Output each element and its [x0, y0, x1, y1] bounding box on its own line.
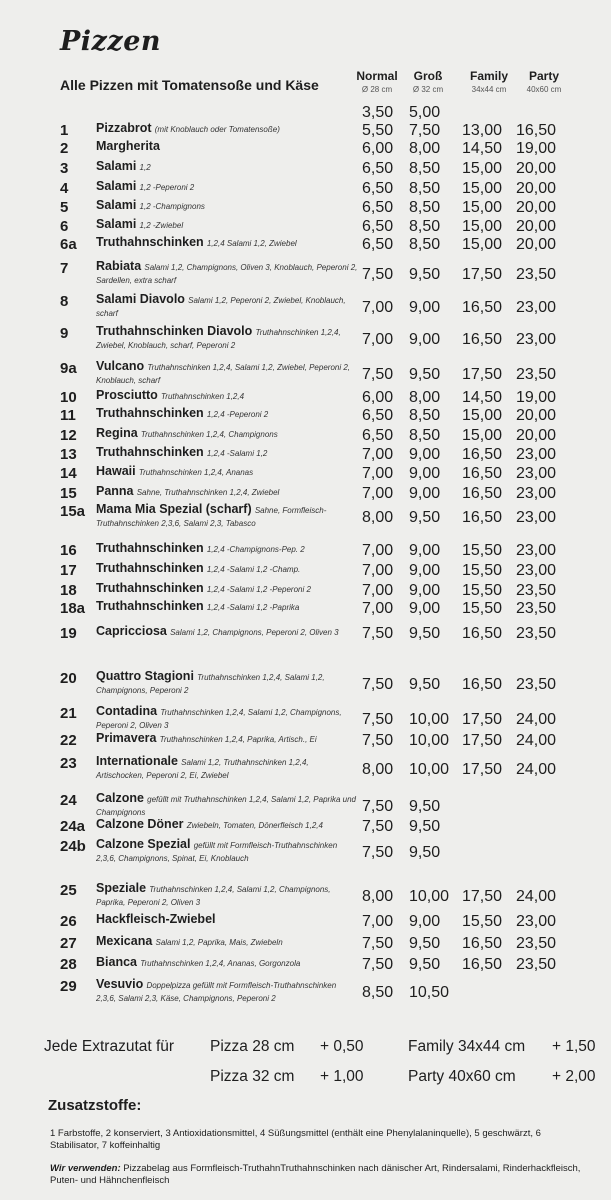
item-name: Salami: [96, 217, 137, 231]
price-gross: 9,50: [409, 676, 441, 693]
price-normal: 7,50: [362, 956, 394, 973]
price-party: 24,00: [516, 732, 557, 749]
item-ingredients: Truthahnschinken 1,2,4, Paprika, Artisch., Ei: [159, 735, 317, 744]
item-description: [96, 913, 358, 927]
price-family: 13,00: [462, 122, 503, 139]
price-normal: 7,00: [362, 582, 394, 599]
item-description: [96, 582, 358, 596]
price-normal: 7,00: [362, 331, 394, 348]
price-normal: 6,50: [362, 180, 394, 197]
price-party: 19,00: [516, 140, 557, 157]
price-party: 23,50: [516, 266, 557, 283]
item-number: 14: [60, 465, 77, 482]
item-ingredients: Truthahnschinken 1,2,4, Champignons: [140, 430, 278, 439]
item-description: [96, 199, 358, 213]
price-party: 23,00: [516, 509, 557, 526]
price-gross: 8,00: [409, 389, 441, 406]
price-normal: 7,50: [362, 844, 394, 861]
price-normal: 7,50: [362, 732, 394, 749]
price-family: 16,50: [462, 465, 503, 482]
item-ingredients: 1,2,4 -Salami 1,2 -Paprika: [206, 603, 300, 612]
extras-p28-label: Pizza 28 cm: [210, 1038, 295, 1055]
price-party: 23,00: [516, 331, 557, 348]
item-ingredients: Truthahnschinken 1,2,4, Salami 1,2, Champignons, Peperoni 2, Oliven 3: [96, 708, 342, 730]
price-gross: 9,00: [409, 465, 441, 482]
item-description: [96, 600, 358, 614]
item-description: [96, 446, 358, 460]
price-gross: 8,50: [409, 218, 441, 235]
item-number: 16: [60, 542, 77, 559]
price-gross: 8,50: [409, 427, 441, 444]
price-gross: 9,00: [409, 299, 441, 316]
item-number: 22: [60, 732, 77, 749]
price-family: 16,50: [462, 299, 503, 316]
extras-p32-label: Pizza 32 cm: [210, 1068, 295, 1085]
price-gross: 9,00: [409, 562, 441, 579]
price-normal: 7,00: [362, 485, 394, 502]
item-number: 23: [60, 755, 77, 772]
item-number: 18a: [60, 600, 86, 617]
item-name: Panna: [96, 484, 134, 498]
item-name: Margherita: [96, 139, 160, 153]
price-gross: 10,00: [409, 888, 450, 905]
item-number: 9: [60, 325, 69, 342]
item-description: [96, 882, 358, 909]
item-description: [96, 935, 358, 949]
price-normal: 7,50: [362, 676, 394, 693]
item-number: 10: [60, 389, 77, 406]
zusatz-text: 1 Farbstoffe, 2 konserviert, 3 Antioxidationsmittel, 4 Süßungsmittel (enthält eine Phenylalaninquelle), 5 geschwärzt, 6 Stabilisator, 7 koffeinhaltig: [50, 1128, 541, 1151]
item-ingredients: Truthahnschinken 1,2,4, Ananas: [138, 468, 254, 477]
price-family: 17,50: [462, 732, 503, 749]
item-description: [96, 465, 358, 479]
price-party: 19,00: [516, 389, 557, 406]
price-party: 23,50: [516, 676, 557, 693]
item-number: 13: [60, 446, 77, 463]
item-number: 5: [60, 199, 69, 216]
price-gross: 9,00: [409, 485, 441, 502]
price-gross: 9,00: [409, 582, 441, 599]
pre-price-gross: 5,00: [409, 104, 441, 121]
price-gross: 10,00: [409, 711, 450, 728]
item-name: Salami: [96, 198, 137, 212]
price-party: 23,00: [516, 542, 557, 559]
item-number: 15: [60, 485, 77, 502]
item-description: [96, 792, 358, 819]
item-description: [96, 542, 358, 556]
price-party: 20,00: [516, 407, 557, 424]
item-name: Truthahnschinken: [96, 581, 204, 595]
price-normal: 6,50: [362, 218, 394, 235]
price-normal: 7,50: [362, 366, 394, 383]
item-ingredients: Salami 1,2, Truthahnschinken 1,2,4, Artischocken, Peperoni 2, Ei, Zwiebel: [96, 758, 309, 780]
item-ingredients: Salami 1,2, Champignons, Peperoni 2, Oliven 3: [170, 628, 339, 637]
item-number: 28: [60, 956, 77, 973]
item-name: Regina: [96, 426, 138, 440]
item-name: Truthahnschinken: [96, 599, 204, 613]
price-family: 15,50: [462, 600, 503, 617]
item-name: Quattro Stagioni: [96, 669, 194, 683]
item-name: Salami: [96, 179, 137, 193]
price-gross: 9,00: [409, 446, 441, 463]
item-ingredients: (mit Knoblauch oder Tomatensoße): [154, 125, 280, 134]
item-name: Contadina: [96, 704, 158, 718]
price-party: 20,00: [516, 160, 557, 177]
item-name: Prosciutto: [96, 388, 158, 402]
item-number: 19: [60, 625, 77, 642]
item-ingredients: Doppelpizza gefüllt mit Formfleisch-Truthahnschinken 2,3,6, Salami 2,3, Käse, Champignons, Peperoni 2: [96, 981, 337, 1003]
item-number: 24: [60, 792, 77, 809]
item-description: [96, 818, 358, 832]
price-party: 23,50: [516, 600, 557, 617]
price-party: 24,00: [516, 888, 557, 905]
price-normal: 7,50: [362, 711, 394, 728]
price-normal: 7,50: [362, 935, 394, 952]
item-description: [96, 978, 358, 1005]
price-family: 16,50: [462, 625, 503, 642]
price-gross: 8,50: [409, 236, 441, 253]
item-ingredients: 1,2,4 -Salami 1,2: [206, 449, 268, 458]
price-normal: 5,50: [362, 122, 394, 139]
price-normal: 6,50: [362, 427, 394, 444]
price-family: 16,50: [462, 509, 503, 526]
price-normal: 8,00: [362, 888, 394, 905]
item-name: Truthahnschinken: [96, 235, 204, 249]
price-family: 15,00: [462, 180, 503, 197]
price-party: 23,00: [516, 913, 557, 930]
price-gross: 8,50: [409, 180, 441, 197]
item-ingredients: Truthahnschinken 1,2,4, Salami 1,2, Champignons, Peperoni 2: [96, 673, 325, 695]
price-party: 23,50: [516, 366, 557, 383]
price-party: 23,00: [516, 485, 557, 502]
item-ingredients: 1,2 -Peperoni 2: [139, 183, 195, 192]
item-ingredients: Sahne, Truthahnschinken 1,2,4, Zwiebel: [136, 488, 280, 497]
item-name: Calzone Spezial: [96, 837, 191, 851]
price-normal: 6,50: [362, 236, 394, 253]
price-normal: 6,50: [362, 407, 394, 424]
price-party: 24,00: [516, 761, 557, 778]
item-ingredients: Salami 1,2, Champignons, Oliven 3, Knoblauch, Peperoni 2, Sardellen, extra scharf: [96, 263, 358, 285]
price-family: 16,50: [462, 446, 503, 463]
item-number: 17: [60, 562, 77, 579]
item-ingredients: Zwiebeln, Tomaten, Dönerfleisch 1,2,4: [186, 821, 323, 830]
item-description: [96, 407, 358, 421]
price-family: 16,50: [462, 331, 503, 348]
price-party: 23,00: [516, 299, 557, 316]
item-number: 29: [60, 978, 77, 995]
page-title: Pizzen: [60, 26, 162, 57]
extras-party-label: Party 40x60 cm: [408, 1068, 516, 1085]
item-number: 24a: [60, 818, 86, 835]
price-gross: 10,50: [409, 984, 450, 1001]
item-ingredients: 1,2 -Champignons: [139, 202, 205, 211]
item-description: [96, 360, 358, 387]
price-gross: 9,00: [409, 600, 441, 617]
item-name: Vulcano: [96, 359, 145, 373]
item-description: [96, 838, 358, 865]
item-ingredients: Salami 1,2, Paprika, Mais, Zwiebeln: [155, 938, 283, 947]
item-ingredients: Truthahnschinken 1,2,4, Salami 1,2, Zwiebel, Peperoni 2, Knoblauch, scharf: [96, 363, 351, 385]
price-family: 17,50: [462, 266, 503, 283]
item-ingredients: 1,2,4 -Champignons-Pep. 2: [206, 545, 305, 554]
item-name: Truthahnschinken: [96, 406, 204, 420]
verwenden-text: Pizzabelag aus Formfleisch-TruthahnTruthahnschinken nach dänischer Art, Rindersalami, Rinderhackfleisch, Puten- und Hähnchenfleisch: [50, 1163, 581, 1186]
item-number: 6: [60, 218, 69, 235]
price-normal: 6,00: [362, 140, 394, 157]
price-family: 15,50: [462, 582, 503, 599]
price-party: 24,00: [516, 711, 557, 728]
price-gross: 9,00: [409, 913, 441, 930]
price-family: 17,50: [462, 761, 503, 778]
item-description: [96, 625, 358, 639]
item-ingredients: Truthahnschinken 1,2,4, Zwiebel, Knoblauch, scharf, Peperoni 2: [96, 328, 341, 350]
price-gross: 9,50: [409, 935, 441, 952]
price-normal: 8,00: [362, 761, 394, 778]
item-name: Bianca: [96, 955, 137, 969]
item-ingredients: gefüllt mit Truthahnschinken 1,2,4, Salami 1,2, Paprika und Champignons: [96, 795, 356, 817]
price-family: 15,50: [462, 542, 503, 559]
item-name: Speziale: [96, 881, 147, 895]
item-description: [96, 325, 358, 352]
price-gross: 9,50: [409, 844, 441, 861]
price-party: 20,00: [516, 218, 557, 235]
column-party: Party 40x60 cm: [526, 69, 562, 94]
item-number: 11: [60, 407, 76, 424]
item-description: [96, 956, 358, 970]
price-gross: 9,50: [409, 956, 441, 973]
price-family: 15,50: [462, 562, 503, 579]
item-number: 7: [60, 260, 69, 277]
price-normal: 7,00: [362, 562, 394, 579]
item-description: [96, 705, 358, 732]
column-family: Family 34x44 cm: [469, 69, 508, 94]
item-ingredients: gefüllt mit Formfleisch-Truthahnschinken 2,3,6, Champignons, Spinat, Ei, Knoblauch: [96, 841, 338, 863]
price-normal: 7,50: [362, 818, 394, 835]
item-number: 3: [60, 160, 69, 177]
price-normal: 6,50: [362, 199, 394, 216]
price-gross: 9,50: [409, 509, 441, 526]
item-number: 18: [60, 582, 77, 599]
item-number: 27: [60, 935, 77, 952]
subtitle: Alle Pizzen mit Tomatensoße und Käse: [60, 77, 319, 93]
item-number: 8: [60, 293, 69, 310]
item-description: [96, 293, 358, 320]
item-ingredients: 1,2,4 -Salami 1,2 -Peperoni 2: [206, 585, 311, 594]
item-number: 6a: [60, 236, 77, 253]
item-name: Pizzabrot: [96, 121, 152, 135]
price-gross: 9,50: [409, 798, 441, 815]
price-normal: 8,50: [362, 984, 394, 1001]
item-number: 26: [60, 913, 77, 930]
zusatz-title: Zusatzstoffe:: [48, 1097, 142, 1114]
extras-p32-price: + 1,00: [320, 1068, 364, 1085]
item-description: [96, 236, 358, 250]
item-ingredients: Truthahnschinken 1,2,4: [161, 392, 245, 401]
price-party: 23,50: [516, 956, 557, 973]
item-ingredients: 1,2,4 Salami 1,2, Zwiebel: [206, 239, 297, 248]
price-gross: 9,50: [409, 818, 441, 835]
item-name: Rabiata: [96, 259, 142, 273]
price-normal: 7,00: [362, 299, 394, 316]
price-gross: 8,50: [409, 199, 441, 216]
item-name: Hawaii: [96, 464, 136, 478]
price-gross: 9,00: [409, 331, 441, 348]
price-normal: 7,50: [362, 266, 394, 283]
item-ingredients: Salami 1,2, Peperoni 2, Zwiebel, Knoblauch, scharf: [96, 296, 346, 318]
price-gross: 8,50: [409, 160, 441, 177]
item-name: Truthahnschinken: [96, 541, 204, 555]
item-description: [96, 427, 358, 441]
item-name: Truthahnschinken: [96, 561, 204, 575]
extras-family-price: + 1,50: [552, 1038, 596, 1055]
item-description: [96, 122, 358, 136]
item-number: 1: [60, 122, 69, 139]
price-normal: 7,00: [362, 542, 394, 559]
item-description: [96, 670, 358, 697]
item-description: [96, 218, 358, 232]
item-name: Primavera: [96, 731, 157, 745]
item-description: [96, 732, 358, 746]
item-number: 21: [60, 705, 77, 722]
price-gross: 9,50: [409, 366, 441, 383]
price-family: 17,50: [462, 888, 503, 905]
item-ingredients: Truthahnschinken 1,2,4, Ananas, Gorgonzola: [140, 959, 301, 968]
verwenden-note: [50, 1163, 595, 1187]
item-name: Mexicana: [96, 934, 153, 948]
item-name: Calzone: [96, 791, 144, 805]
price-gross: 7,50: [409, 122, 441, 139]
item-ingredients: Sahne, Formfleisch-Truthahnschinken 2,3,6, Salami 2,3, Tabasco: [96, 506, 327, 528]
item-ingredients: 1,2 -Zwiebel: [139, 221, 184, 230]
extras-p28-price: + 0,50: [320, 1038, 364, 1055]
price-normal: 7,00: [362, 913, 394, 930]
item-description: [96, 140, 358, 154]
price-party: 20,00: [516, 180, 557, 197]
price-normal: 7,00: [362, 600, 394, 617]
price-normal: 7,00: [362, 465, 394, 482]
item-number: 2: [60, 140, 69, 157]
item-description: [96, 503, 358, 530]
item-description: [96, 755, 358, 782]
price-normal: 8,00: [362, 509, 394, 526]
column-gross: Groß Ø 32 cm: [412, 69, 444, 94]
price-family: 15,00: [462, 199, 503, 216]
item-name: Salami: [96, 159, 137, 173]
price-family: 16,50: [462, 956, 503, 973]
item-name: Vesuvio: [96, 977, 144, 991]
price-party: 23,50: [516, 935, 557, 952]
item-name: Salami Diavolo: [96, 292, 185, 306]
price-family: 16,50: [462, 676, 503, 693]
column-normal: Normal Ø 28 cm: [356, 69, 398, 94]
price-family: 16,50: [462, 935, 503, 952]
price-gross: 9,50: [409, 266, 441, 283]
price-party: 16,50: [516, 122, 557, 139]
price-normal: 7,50: [362, 625, 394, 642]
price-normal: 7,50: [362, 798, 394, 815]
item-description: [96, 389, 358, 403]
price-family: 15,00: [462, 427, 503, 444]
item-name: Internationale: [96, 754, 178, 768]
price-family: 15,50: [462, 913, 503, 930]
extras-party-price: + 2,00: [552, 1068, 596, 1085]
price-normal: 6,00: [362, 389, 394, 406]
item-ingredients: 1,2,4 -Salami 1,2 -Champ.: [206, 565, 301, 574]
item-name: Hackfleisch-Zwiebel: [96, 912, 216, 926]
price-party: 23,00: [516, 446, 557, 463]
price-family: 15,00: [462, 236, 503, 253]
item-ingredients: Truthahnschinken 1,2,4, Salami 1,2, Champignons, Paprika, Peperoni 2, Oliven 3: [96, 885, 331, 907]
item-number: 12: [60, 427, 77, 444]
price-party: 20,00: [516, 427, 557, 444]
item-number: 15a: [60, 503, 86, 520]
price-family: 14,50: [462, 389, 503, 406]
price-family: 15,00: [462, 407, 503, 424]
price-party: 23,00: [516, 465, 557, 482]
price-normal: 7,00: [362, 446, 394, 463]
price-gross: 9,00: [409, 542, 441, 559]
item-number: 20: [60, 670, 77, 687]
item-name: Mama Mia Spezial (scharf): [96, 502, 252, 516]
item-description: [96, 562, 358, 576]
price-gross: 9,50: [409, 625, 441, 642]
item-ingredients: 1,2,4 -Peperoni 2: [206, 410, 269, 419]
item-name: Truthahnschinken: [96, 445, 204, 459]
item-name: Capricciosa: [96, 624, 167, 638]
item-name: Calzone Döner: [96, 817, 184, 831]
item-description: [96, 485, 358, 499]
item-description: [96, 260, 358, 287]
item-number: 25: [60, 882, 77, 899]
price-family: 15,00: [462, 218, 503, 235]
item-number: 9a: [60, 360, 77, 377]
price-family: 17,50: [462, 366, 503, 383]
price-party: 23,50: [516, 582, 557, 599]
item-number: 4: [60, 180, 69, 197]
extras-label: Jede Extrazutat für: [44, 1038, 175, 1055]
price-family: 15,00: [462, 160, 503, 177]
item-description: [96, 180, 358, 194]
pre-price-normal: 3,50: [362, 104, 394, 121]
price-party: 20,00: [516, 199, 557, 216]
price-gross: 8,50: [409, 407, 441, 424]
item-number: 24b: [60, 838, 86, 855]
price-gross: 8,00: [409, 140, 441, 157]
price-gross: 10,00: [409, 761, 450, 778]
verwenden-label: Wir verwenden:: [50, 1163, 121, 1174]
price-party: 23,00: [516, 562, 557, 579]
item-ingredients: 1,2: [139, 163, 151, 172]
item-name: Truthahnschinken Diavolo: [96, 324, 253, 338]
item-description: [96, 160, 358, 174]
price-family: 16,50: [462, 485, 503, 502]
price-party: 23,50: [516, 625, 557, 642]
price-family: 17,50: [462, 711, 503, 728]
price-party: 20,00: [516, 236, 557, 253]
extras-family-label: Family 34x44 cm: [408, 1038, 526, 1055]
price-gross: 10,00: [409, 732, 450, 749]
price-family: 14,50: [462, 140, 503, 157]
price-normal: 6,50: [362, 160, 394, 177]
